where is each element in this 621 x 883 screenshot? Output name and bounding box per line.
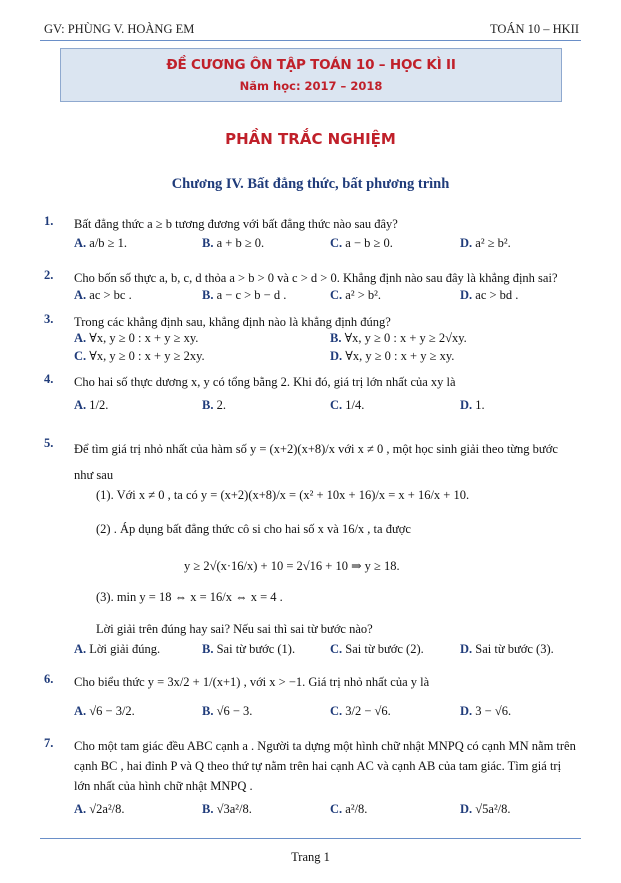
option-b[interactable]: B. √6 − 3. bbox=[202, 704, 253, 718]
option-b[interactable]: B. √3a²/8. bbox=[202, 802, 252, 816]
option-a[interactable]: A. ac > bc . bbox=[74, 288, 132, 302]
option-d[interactable]: D. ac > bd . bbox=[460, 288, 519, 302]
question-5 bbox=[44, 436, 584, 656]
option-b[interactable]: B. 2. bbox=[202, 398, 226, 412]
question-number: 4. bbox=[44, 372, 54, 386]
option-c[interactable]: C. 3/2 − √6. bbox=[330, 704, 391, 718]
solution-step-2-formula: y ≥ 2√(x·16/x) + 10 = 2√16 + 10 ⇒ y ≥ 18. bbox=[184, 559, 400, 573]
option-b[interactable]: B. Sai từ bước (1). bbox=[202, 642, 296, 656]
question-number: 6. bbox=[44, 672, 54, 686]
question-text: Trong các khẳng định sau, khẳng định nào là khẳng định đúng? bbox=[74, 315, 391, 329]
footer-divider bbox=[40, 838, 581, 839]
question-text: Cho bốn số thực a, b, c, d thỏa a > b > 0 và c > d > 0. Khẳng định nào sau đây là khẳng định sai? bbox=[74, 271, 558, 285]
question-text: Để tìm giá trị nhỏ nhất của hàm số y = (x+2)(x+8)/x với x ≠ 0 , một học sinh giải theo từng bước như sau bbox=[74, 442, 558, 482]
solution-question: Lời giải trên đúng hay sai? Nếu sai thì sai từ bước nào? bbox=[96, 622, 373, 636]
solution-step-1: (1). Với x ≠ 0 , ta có y = (x+2)(x+8)/x = (x² + 10x + 16)/x = x + 16/x + 10. bbox=[96, 488, 470, 502]
question-number: 2. bbox=[44, 268, 54, 282]
option-c[interactable]: C. a − b ≥ 0. bbox=[330, 236, 393, 250]
school-year: Năm học: 2017 – 2018 bbox=[239, 79, 383, 93]
question-text: Bất đẳng thức a ≥ b tương đương với bất đẳng thức nào sau đây? bbox=[74, 217, 398, 231]
option-d[interactable]: D. 1. bbox=[460, 398, 485, 412]
question-number: 7. bbox=[44, 736, 54, 750]
option-b[interactable]: B. a − c > b − d . bbox=[202, 288, 287, 302]
option-c[interactable]: C. 1/4. bbox=[330, 398, 365, 412]
option-a[interactable]: A. a/b ≥ 1. bbox=[74, 236, 128, 250]
option-d[interactable]: D. √5a²/8. bbox=[460, 802, 511, 816]
page-header bbox=[40, 22, 581, 41]
question-number: 1. bbox=[44, 214, 54, 228]
option-a[interactable]: A. √6 − 3/2. bbox=[74, 704, 135, 718]
solution-step-3: (3). min y = 18 ⇔ x = 16/x ⇔ x = 4 . bbox=[96, 590, 283, 604]
option-d[interactable]: D. a² ≥ b². bbox=[460, 236, 511, 250]
title-box bbox=[60, 48, 562, 102]
option-c[interactable]: C. ∀x, y ≥ 0 : x + y ≥ 2xy. bbox=[74, 349, 205, 363]
header-author: GV: PHÙNG V. HOÀNG EM bbox=[44, 22, 195, 36]
part-heading: PHẦN TRẮC NGHIỆM bbox=[225, 130, 396, 148]
option-d[interactable]: D. Sai từ bước (3). bbox=[460, 642, 554, 656]
option-b[interactable]: B. a + b ≥ 0. bbox=[202, 236, 265, 250]
option-a[interactable]: A. Lời giải đúng. bbox=[74, 642, 161, 656]
question-number: 3. bbox=[44, 312, 54, 326]
option-a[interactable]: A. ∀x, y ≥ 0 : x + y ≥ xy. bbox=[74, 331, 199, 345]
question-number: 5. bbox=[44, 436, 54, 450]
option-d[interactable]: D. ∀x, y ≥ 0 : x + y ≥ xy. bbox=[330, 349, 455, 363]
header-subject: TOÁN 10 – HKII bbox=[490, 22, 579, 36]
solution-step-2: (2) . Áp dụng bất đẳng thức cô si cho hai số x và 16/x , ta được bbox=[96, 522, 411, 536]
question-text: Cho hai số thực dương x, y có tổng bằng 2. Khi đó, giá trị lớn nhất của xy là bbox=[74, 375, 456, 389]
option-a[interactable]: A. 1/2. bbox=[74, 398, 109, 412]
chapter-heading: Chương IV. Bất đẳng thức, bất phương trình bbox=[171, 176, 450, 192]
option-d[interactable]: D. 3 − √6. bbox=[460, 704, 512, 718]
option-c[interactable]: C. a²/8. bbox=[330, 802, 368, 816]
page-number: Trang 1 bbox=[291, 850, 330, 864]
question-text: Cho biểu thức y = 3x/2 + 1/(x+1) , với x > −1. Giá trị nhỏ nhất của y là bbox=[74, 675, 430, 689]
document-title: ĐỀ CƯƠNG ÔN TẬP TOÁN 10 – HỌC KÌ II bbox=[166, 57, 456, 73]
question-text: Cho một tam giác đều ABC cạnh a . Người ta dựng một hình chữ nhật MNPQ có cạnh MN nằm trên cạnh BC , hai đỉnh P và Q theo thứ tự nằm trên hai cạnh AC và cạnh AB của tam giác. Tìm giá trị lớn nhất của hình chữ nhật MNPQ . bbox=[74, 739, 576, 793]
option-b[interactable]: B. ∀x, y ≥ 0 : x + y ≥ 2√xy. bbox=[330, 331, 467, 345]
option-c[interactable]: C. a² > b². bbox=[330, 288, 381, 302]
option-c[interactable]: C. Sai từ bước (2). bbox=[330, 642, 424, 656]
option-a[interactable]: A. √2a²/8. bbox=[74, 802, 125, 816]
